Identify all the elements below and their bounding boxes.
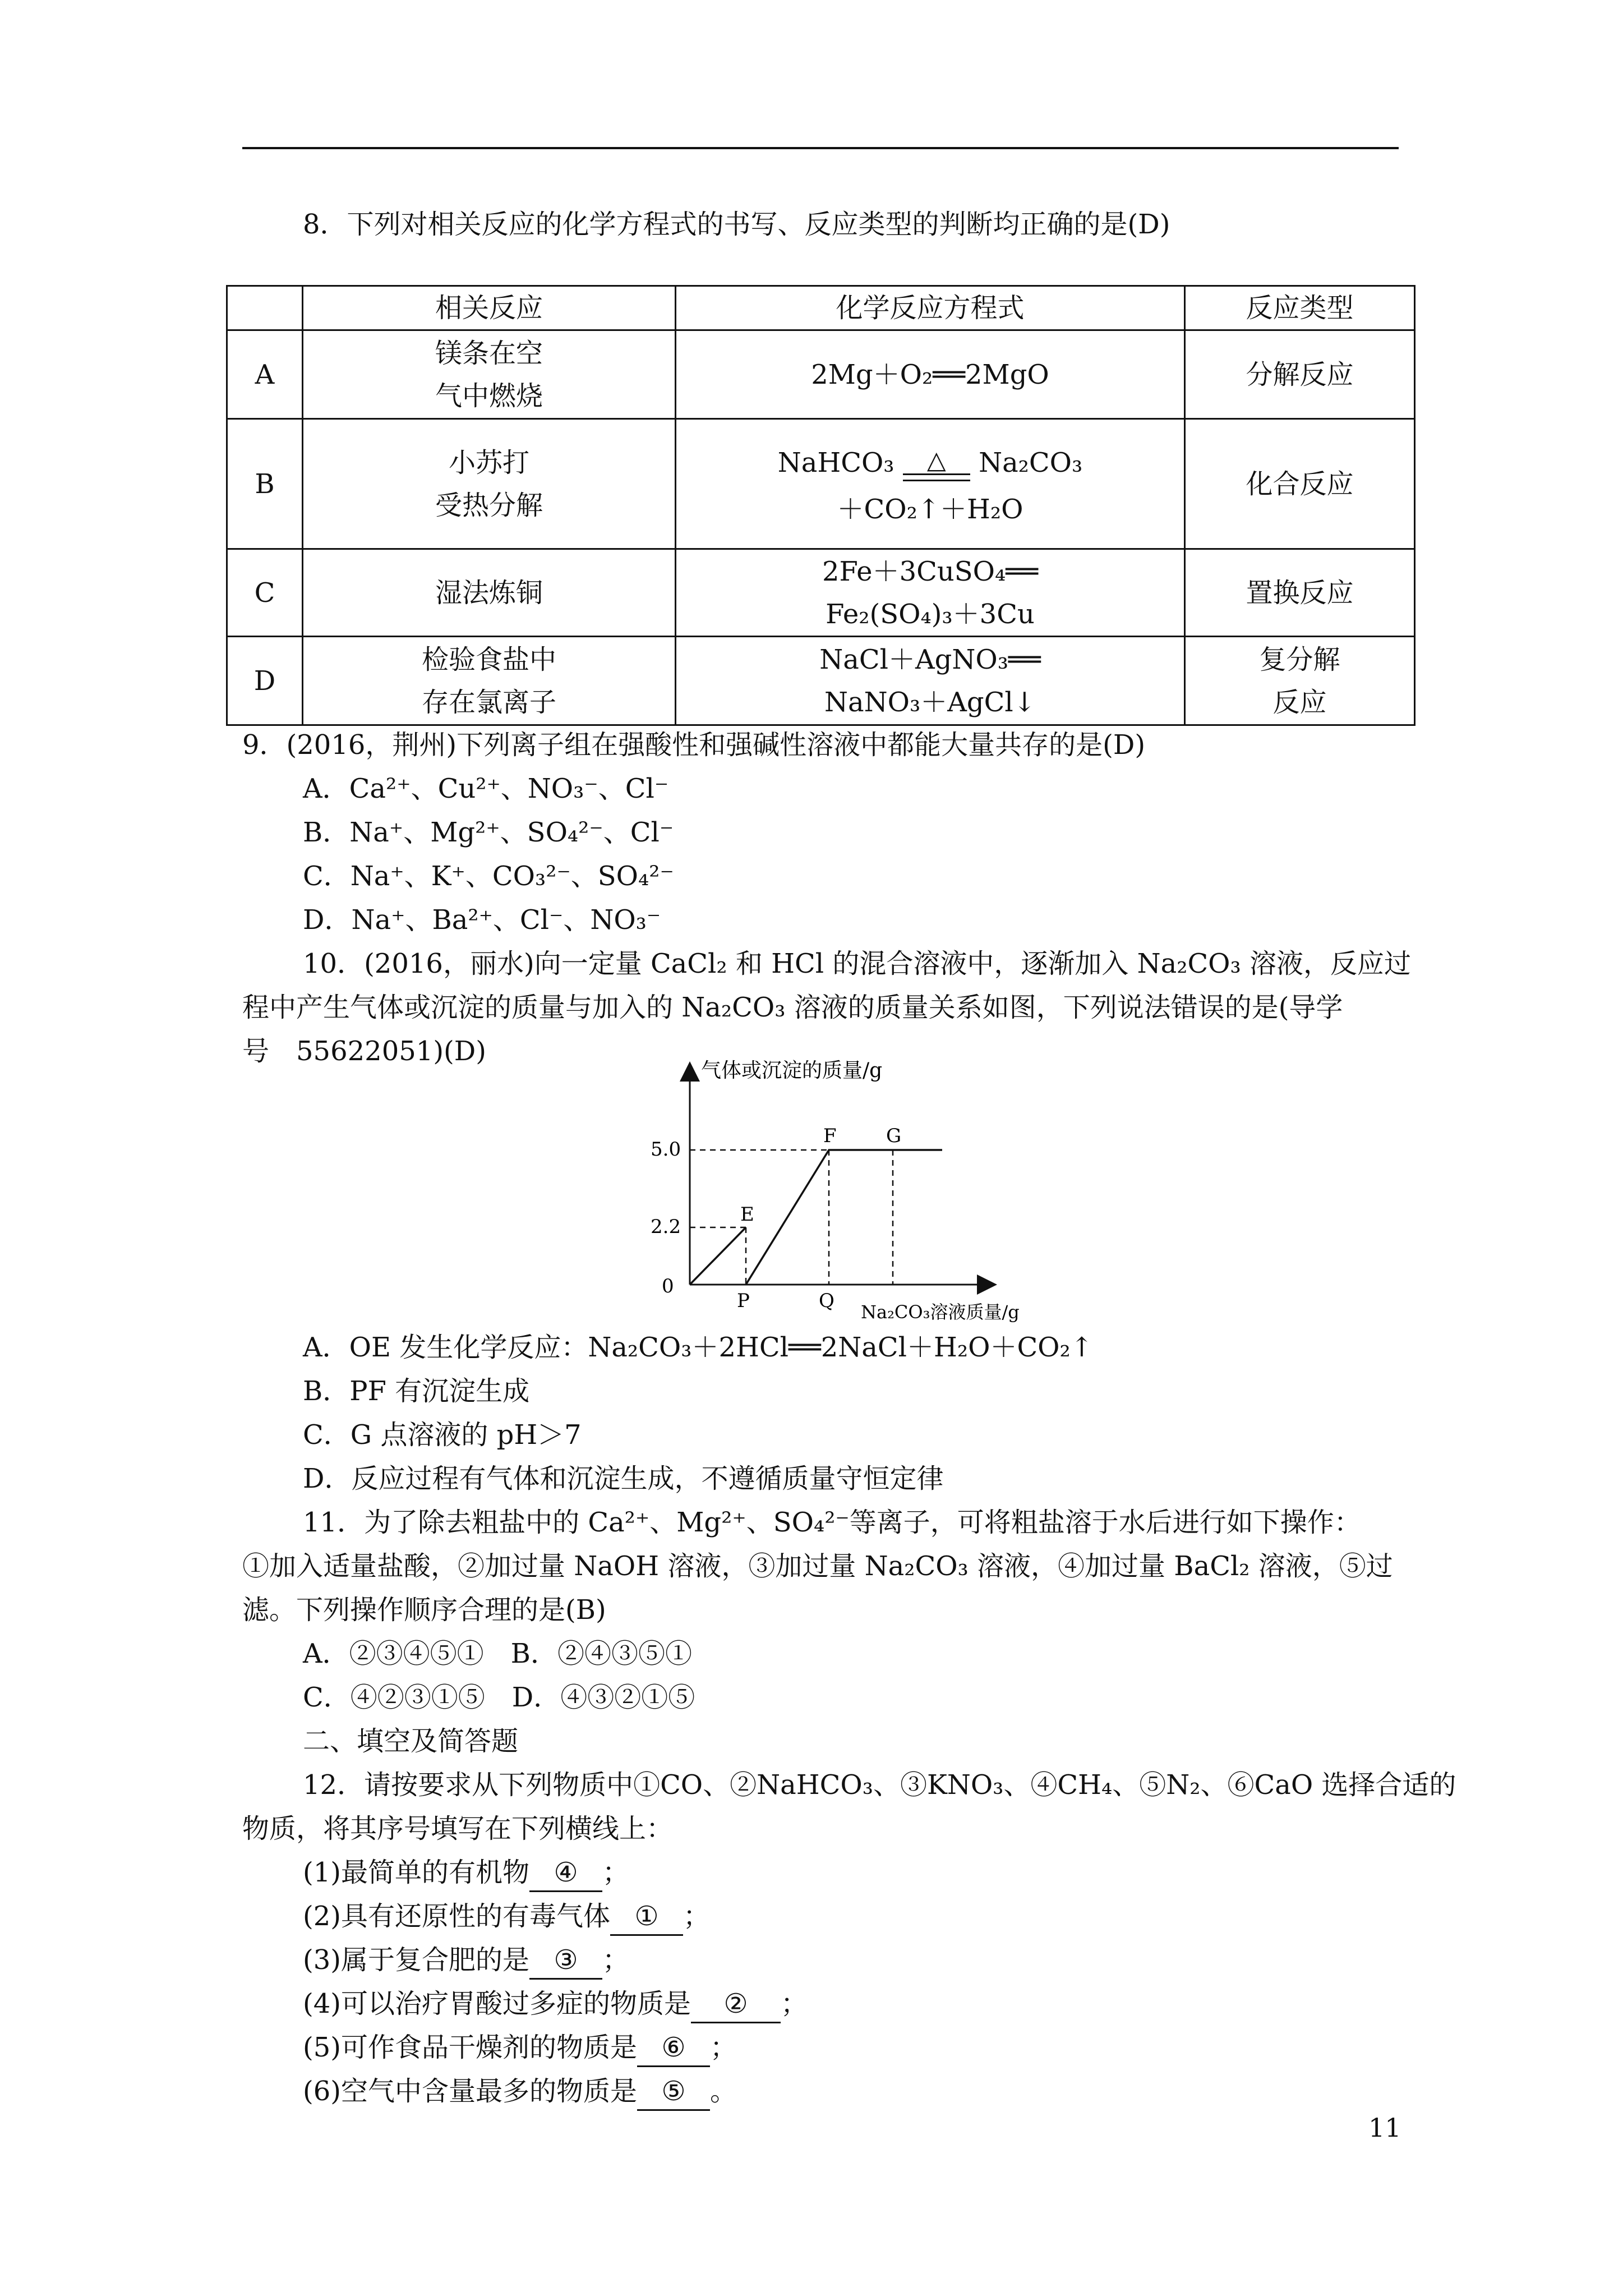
cell-line: 检验食盐中	[421, 643, 556, 675]
reaction-cell	[303, 330, 676, 419]
item-prompt: (5)可作食品干燥剂的物质是	[303, 2032, 637, 2063]
q9-option: B．Na⁺、Mg²⁺、SO₄²⁻、Cl⁻	[303, 817, 674, 848]
cell-line: 2Mg＋O₂══2MgO	[811, 358, 1049, 390]
answer-blank: ②	[691, 1986, 781, 2023]
mass-graph	[628, 1055, 1066, 1329]
q11-options: C．④②③①⑤ D．④③②①⑤	[303, 1682, 695, 1713]
item-prompt: (2)具有还原性的有毒气体	[303, 1901, 610, 1932]
reaction-cell	[303, 549, 676, 637]
header-cell	[227, 286, 303, 330]
answer-blank: ①	[610, 1898, 683, 1936]
answer-blank: ④	[529, 1855, 602, 1892]
cell-line: 分解反应	[1246, 358, 1354, 390]
page-number: 11	[1368, 2113, 1401, 2143]
q11-stem: 11．为了除去粗盐中的 Ca²⁺、Mg²⁺、SO₄²⁻等离子，可将粗盐溶于水后进行如下操作：	[303, 1507, 1361, 1538]
q11-options: A．②③④⑤① B．②④③⑤①	[303, 1638, 692, 1669]
item-prompt: (3)属于复合肥的是	[303, 1944, 529, 1976]
equation-cell	[676, 419, 1185, 549]
q10-option: D．反应过程有气体和沉淀生成，不遵循质量守恒定律	[303, 1463, 944, 1494]
cell-line: 受热分解	[435, 489, 543, 521]
q9-stem: 9．(2016，荆州)下列离子组在强酸性和强碱性溶液中都能大量共存的是(D)	[242, 729, 1146, 761]
cell-line: 湿法炼铜	[435, 577, 543, 609]
equals-bar	[903, 473, 970, 481]
q10-stem: 10．(2016，丽水)向一定量 CaCl₂ 和 HCl 的混合溶液中，逐渐加入 Na₂CO₃ 溶液，反应过	[303, 948, 1412, 979]
cell-line: 置换反应	[1246, 577, 1354, 609]
q8-stem: 8．下列对相关反应的化学方程式的书写、反应类型的判断均正确的是(D)	[303, 209, 1170, 240]
header-cell: 化学反应方程式	[676, 286, 1185, 330]
table-row	[227, 419, 1415, 549]
row-label: B	[227, 419, 303, 549]
row-label: D	[227, 637, 303, 725]
q12-stem: 物质，将其序号填写在下列横线上：	[242, 1813, 674, 1844]
answer-blank: ⑥	[637, 2030, 710, 2067]
equation-line: ＋CO₂↑＋H₂O	[837, 493, 1023, 525]
q12-item	[303, 1986, 808, 2023]
q10-stem: 程中产生气体或沉淀的质量与加入的 Na₂CO₃ 溶液的质量关系如图，下列说法错误的是(导学	[242, 992, 1343, 1023]
cell-line: NaNO₃＋AgCl↓	[824, 686, 1036, 718]
item-end: ；	[710, 2032, 737, 2063]
cell-line: 气中燃烧	[435, 380, 543, 412]
gas-curve	[690, 1227, 746, 1285]
q12-stem: 12．请按要求从下列物质中①CO、②NaHCO₃、③KNO₃、④CH₄、⑤N₂、⑥CaO 选择合适的	[303, 1769, 1456, 1801]
equation-left: NaHCO₃	[777, 447, 895, 478]
reaction-cell	[303, 637, 676, 725]
equation-cell	[676, 637, 1185, 725]
point-label-q: Q	[819, 1290, 834, 1312]
item-end: ；	[602, 1944, 630, 1976]
item-prompt: (6)空气中含量最多的物质是	[303, 2076, 637, 2107]
heat-triangle-icon: △	[926, 446, 946, 475]
cell-line: 存在氯离子	[421, 686, 556, 718]
q12-item	[303, 1855, 629, 1892]
cell-line: 镁条在空	[435, 337, 543, 369]
q9-option: C．Na⁺、K⁺、CO₃²⁻、SO₄²⁻	[303, 861, 674, 892]
equation-line	[681, 438, 1179, 488]
type-cell	[1185, 419, 1415, 549]
equation-cell	[676, 330, 1185, 419]
q10-stem: 号 55622051)(D)	[242, 1036, 486, 1067]
item-end: ；	[683, 1901, 711, 1932]
heat-condition	[903, 448, 970, 481]
point-label-e: E	[740, 1203, 754, 1226]
q10-option: C．G 点溶液的 pH＞7	[303, 1419, 582, 1451]
y-tick-label: 0	[662, 1275, 674, 1297]
section-heading: 二、填空及简答题	[303, 1726, 519, 1757]
cell-line: Fe₂(SO₄)₃＋3Cu	[826, 598, 1035, 630]
q12-item	[303, 2030, 737, 2067]
q12-item	[303, 1942, 629, 1980]
type-cell	[1185, 549, 1415, 637]
item-end: 。	[710, 2076, 737, 2107]
type-cell	[1185, 330, 1415, 419]
point-label-f: F	[823, 1125, 837, 1147]
y-tick-label: 5.0	[651, 1138, 681, 1161]
cell-line: NaCl＋AgNO₃══	[819, 643, 1041, 675]
reaction-table	[226, 285, 1415, 726]
cell-line: 复分解	[1259, 643, 1340, 675]
y-tick-label: 2.2	[651, 1216, 681, 1238]
point-label-p: P	[737, 1290, 750, 1312]
y-axis-label: 气体或沉淀的质量/g	[701, 1059, 883, 1082]
q10-option: B．PF 有沉淀生成	[303, 1375, 530, 1407]
table-row	[227, 637, 1415, 725]
q9-option: D．Na⁺、Ba²⁺、Cl⁻、NO₃⁻	[303, 904, 661, 936]
equation-cell	[676, 549, 1185, 637]
table-row	[227, 549, 1415, 637]
q11-stem: 滤。下列操作顺序合理的是(B)	[242, 1594, 606, 1626]
item-prompt: (1)最简单的有机物	[303, 1857, 529, 1888]
x-axis-label: Na₂CO₃溶液质量/g	[861, 1301, 1020, 1323]
header-cell: 相关反应	[303, 286, 676, 330]
answer-blank: ③	[529, 1942, 602, 1980]
item-prompt: (4)可以治疗胃酸过多症的物质是	[303, 1988, 691, 2019]
cell-line: 化合反应	[1246, 468, 1354, 500]
precipitate-curve	[746, 1150, 942, 1285]
type-cell	[1185, 637, 1415, 725]
reaction-cell	[303, 419, 676, 549]
q12-item	[303, 1898, 710, 1936]
header-cell: 反应类型	[1185, 286, 1415, 330]
table-header-row	[227, 286, 1415, 330]
q10-option: A．OE 发生化学反应：Na₂CO₃＋2HCl══2NaCl＋H₂O＋CO₂↑	[303, 1332, 1093, 1363]
cell-line: 反应	[1272, 686, 1327, 718]
cell-line: 2Fe＋3CuSO₄══	[822, 555, 1039, 587]
row-label: A	[227, 330, 303, 419]
item-end: ；	[781, 1988, 808, 2019]
row-label: C	[227, 549, 303, 637]
answer-blank: ⑤	[637, 2073, 710, 2111]
header-rule	[242, 147, 1399, 149]
table-row	[227, 330, 1415, 419]
item-end: ；	[602, 1857, 630, 1888]
equation-right: Na₂CO₃	[979, 447, 1083, 478]
q9-option: A．Ca²⁺、Cu²⁺、NO₃⁻、Cl⁻	[303, 773, 669, 804]
q12-item	[303, 2073, 737, 2111]
q11-stem: ①加入适量盐酸，②加过量 NaOH 溶液，③加过量 Na₂CO₃ 溶液，④加过量 BaCl₂ 溶液，⑤过	[242, 1550, 1393, 1582]
point-label-g: G	[886, 1125, 902, 1147]
cell-line: 小苏打	[448, 447, 529, 478]
